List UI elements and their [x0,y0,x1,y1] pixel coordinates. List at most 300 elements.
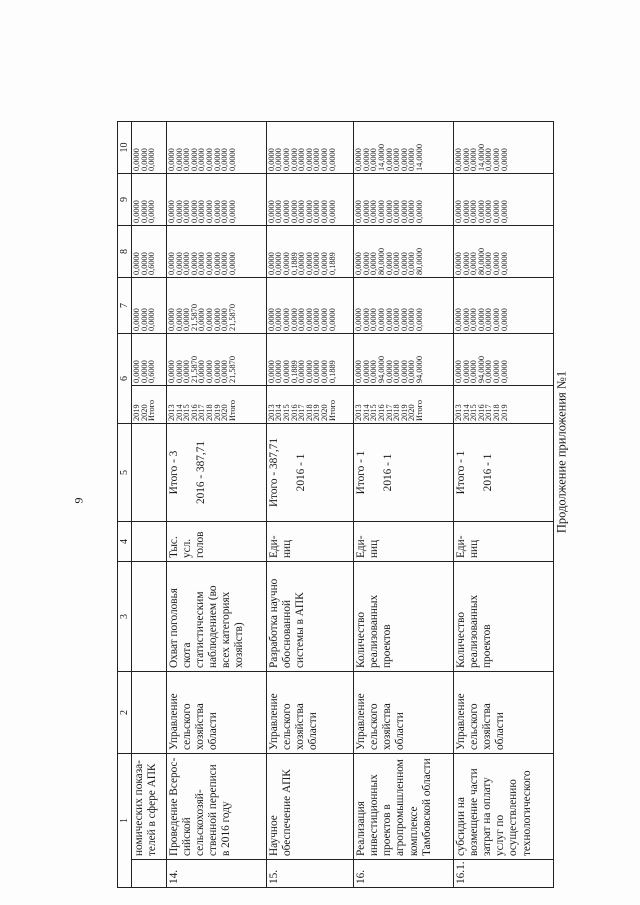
row-years-value: 2017 [297,404,307,421]
header-cell-4: 4 [118,522,132,562]
row-col6 [132,334,167,386]
row-col10-value: 0,0000 [182,148,192,171]
row-executor: Управление сельского хозяйства области [266,672,353,754]
table-row [266,46,353,888]
row-col10-value: 0,0000 [392,148,402,171]
row-unit: Еди-ниц [454,522,554,562]
header-cell-8: 8 [118,226,132,278]
row-col9-value: 0,0000 [461,200,471,223]
row-col10 [166,122,266,174]
row-col9-value: 0,0000 [304,200,314,223]
row-indicator: Разработка научно обоснованной системы в АПК [266,562,353,672]
row-col8-value: 0,0000 [469,252,479,275]
row-col6-value: 0,0000 [297,360,307,383]
row-col6-value: 0,0000 [484,360,494,383]
target-total: Итого - 1 [355,450,368,495]
row-col7-value: 0,0000 [282,308,292,331]
row-col7-value: 0,0000 [327,308,337,331]
row-col8-value: 0,6000 [147,252,157,275]
header-cell-10: 10 [118,122,132,174]
row-col9-value: 0,0000 [376,200,386,223]
row-col8-value: 0,0000 [197,252,207,275]
row-col10-value: 0,0000 [212,148,222,171]
row-name: номических показа-телей в сфере АПК [132,754,167,860]
header-spacer [118,46,132,122]
row-col9-value: 0,0000 [139,200,149,223]
row-years-value: 2013 [454,404,464,421]
row-target-values [166,424,266,522]
row-years-value: Итого [414,399,424,421]
row-executor [132,672,167,754]
row-years-value: 2014 [461,404,471,421]
row-col9 [354,174,454,226]
row-col8-value: 0,0000 [407,252,417,275]
row-spacer [266,46,353,122]
row-col8-value: 80,0000 [476,248,486,275]
row-col10-value: 0,0000 [469,148,479,171]
row-executor: Управление сельского хозяйства области [354,672,454,754]
row-col6-value: 0,0000 [499,360,509,383]
row-col6-value: 94,0000 [476,356,486,383]
row-years-value: 2016 [189,404,199,421]
row-years-value: 2019 [499,404,509,421]
row-col7-value: 0,0000 [392,308,402,331]
row-years [166,386,266,424]
row-col10-value: 0,0000 [304,148,314,171]
row-col10-value: 0,0000 [499,148,509,171]
row-years-value: 2020 [139,404,149,421]
row-col10 [266,122,353,174]
row-col10-value: 0,0000 [297,148,307,171]
row-years-value: 2018 [492,404,502,421]
row-target-values [266,424,353,522]
row-col9-value: 0,0000 [361,200,371,223]
row-spacer [454,46,554,122]
row-col9-value: 0,0000 [166,200,176,223]
row-col10-value: 0,0000 [166,148,176,171]
target-total: Итого - 3 [167,450,180,495]
row-col7-value: 0,0000 [469,308,479,331]
continuation-title: Продолжение приложения №1 [554,370,569,534]
row-number: 15. [266,860,353,888]
row-col8-value: 80,0000 [414,248,424,275]
row-col6-value: 0,1889 [289,360,299,383]
row-unit: Тыс. усл. голов [166,522,266,562]
row-col10-value: 0,0000 [354,148,364,171]
table-row [166,46,266,888]
row-col10-value: 0,0000 [361,148,371,171]
row-col8-value: 0,0000 [399,252,409,275]
row-spacer [132,46,167,122]
row-col10 [354,122,454,174]
row-years-value: 2014 [174,404,184,421]
table-row [354,46,454,888]
row-col10-value: 0,0000 [282,148,292,171]
row-col8-value: 0,0000 [384,252,394,275]
row-col9 [454,174,554,226]
row-col6-value: 0,0000 [304,360,314,383]
row-col10-value: 0,0000 [454,148,464,171]
row-col7-value: 0,0000 [384,308,394,331]
row-col6-value: 21,5870 [227,356,237,383]
row-name: Реализация инвестиционных проектов в агропромышленном комплексе Тамбовской области [354,754,454,860]
row-col10-value: 0,0000 [369,148,379,171]
row-col9 [266,174,353,226]
row-col8-value: 0,0000 [166,252,176,275]
row-col6-value: 0,0000 [320,360,330,383]
row-years-value: 2014 [274,404,284,421]
row-col8-value: 80,0000 [376,248,386,275]
row-executor: Управление сельского хозяйства области [454,672,554,754]
rotated-table-wrap [117,46,554,888]
row-col8-value: 0,0000 [484,252,494,275]
row-years-value: Итого [327,399,337,421]
row-col8 [354,226,454,278]
row-col9-value: 0,0000 [197,200,207,223]
row-col8-value: 0,0000 [461,252,471,275]
row-number: 16. [354,860,454,888]
row-col7-value: 0,0000 [212,308,222,331]
row-col9-value: 0,0000 [182,200,192,223]
row-col8-value: 0,0000 [132,252,141,275]
header-cell-6: 6 [118,334,132,424]
row-name: Проведение Всерос-сийской сельскохозяй-ственной переписи в 2016 году [166,754,266,860]
row-col7-value: 0,0000 [304,308,314,331]
row-col9-value: 0,0000 [499,200,509,223]
row-col9-value: 0,0000 [312,200,322,223]
row-years-value: 2018 [304,404,314,421]
header-cell-5: 5 [118,424,132,522]
row-years-value: 2015 [469,404,479,421]
row-col9-value: 0,0000 [212,200,222,223]
row-col10-value: 0,0000 [407,148,417,171]
row-unit [132,522,167,562]
row-years-value: 2018 [392,404,402,421]
row-col9 [166,174,266,226]
row-indicator: Охват поголовья скота статистическим наблюдением (во всех категориях хозяйств) [166,562,266,672]
row-col10-value: 0,0000 [492,148,502,171]
row-target-values [454,424,554,522]
row-col7-value: 0,0000 [354,308,364,331]
row-indicator [132,562,167,672]
row-col10-value: 0,0000 [147,148,157,171]
row-col9-value: 0,0000 [399,200,409,223]
row-col8-value: 0,0000 [189,252,199,275]
row-col9-value: 0,0000 [354,200,364,223]
row-col6-value: 0,0000 [174,360,184,383]
row-col7-value: 0,0000 [166,308,176,331]
row-col8-value: 0,0000 [361,252,371,275]
row-col10-value: 14,0000 [476,144,486,171]
row-col9-value: 0,0000 [220,200,230,223]
row-col8-value: 0,0000 [204,252,214,275]
row-col9-value: 0,0000 [492,200,502,223]
row-col6-value: 0,0000 [212,360,222,383]
row-col7-value: 0,0000 [461,308,471,331]
target-year: 2016 - 387,71 [195,440,208,505]
row-col8-value: 0,0000 [212,252,222,275]
row-col6-value: 21,5870 [189,356,199,383]
row-col8 [132,226,167,278]
row-col6-value: 0,0000 [282,360,292,383]
row-col9-value: 0,0000 [266,200,276,223]
row-number [132,860,167,888]
row-name: субсидии на возмещение части затрат на оплату услуг по осуществлению технологического [454,754,554,860]
row-col7-value: 0,0000 [147,308,157,331]
row-col7-value: 0,0000 [132,308,141,331]
row-col10-value: 0,0000 [289,148,299,171]
target-total: Итого - 1 [455,450,468,495]
row-years-value: 2020 [320,404,330,421]
row-col7-value: 0,0000 [361,308,371,331]
row-col7-value: 0,0000 [197,308,207,331]
row-col7-value: 0,0000 [312,308,322,331]
row-col6-value: 94,0000 [414,356,424,383]
target-total: Итого - 387,71 [267,437,280,508]
row-col10-value: 0,0000 [266,148,276,171]
header-cell-7: 7 [118,278,132,334]
row-years-value: 2018 [204,404,214,421]
row-col6-value: 0,6000 [147,360,157,383]
row-col7-value: 0,0000 [414,308,424,331]
row-col7-value: 0,0000 [174,308,184,331]
row-col10-value: 0,0000 [312,148,322,171]
row-col10-value: 0,0000 [204,148,214,171]
row-col9-value: 0,0000 [289,200,299,223]
row-years-value: 2015 [182,404,192,421]
row-col9-value: 0,0000 [369,200,379,223]
row-col9-value: 0,0000 [147,200,157,223]
row-col6-value: 0,0000 [182,360,192,383]
row-col7 [454,278,554,334]
row-col10-value: 0,0000 [132,148,141,171]
row-col6-value: 0,0000 [392,360,402,383]
row-col10-value: 0,0000 [327,148,337,171]
table-row [454,46,554,888]
row-col6-value: 0,1889 [327,360,337,383]
table-body [118,46,554,888]
row-col6-value: 0,0000 [384,360,394,383]
table-row [132,46,167,888]
row-col9-value: 0,0000 [320,200,330,223]
row-col10-value: 0,0000 [399,148,409,171]
row-years-value: 2017 [484,404,494,421]
row-col6-value: 0,0000 [399,360,409,383]
row-col8 [454,226,554,278]
row-col8-value: 0,0000 [227,252,237,275]
row-col8-value: 0,0000 [492,252,502,275]
row-col9-value: 0,0000 [227,200,237,223]
row-col6-value: 0,0000 [492,360,502,383]
row-col9-value: 0,0000 [407,200,417,223]
row-col8-value: 0,0000 [454,252,464,275]
row-col10-value: 14,0000 [376,144,386,171]
row-col6 [354,334,454,386]
row-years-value: 2017 [197,404,207,421]
row-col9-value: 0,0000 [297,200,307,223]
row-years [454,386,554,424]
row-col7 [166,278,266,334]
page-number: 9 [71,497,86,504]
row-col6-value: 0,0000 [369,360,379,383]
row-spacer [354,46,454,122]
row-unit: Еди-ниц [354,522,454,562]
row-col6-value: 0,0000 [312,360,322,383]
row-col8-value: 0,0000 [369,252,379,275]
row-years-value: 2013 [266,404,276,421]
row-years-value: 2019 [132,404,141,421]
row-number: 16.1. [454,860,554,888]
row-col8-value: 0,0000 [266,252,276,275]
row-col10-value: 0,0000 [220,148,230,171]
row-col8 [166,226,266,278]
row-col8-value: 0,0000 [320,252,330,275]
row-indicator: Количество реализованных проектов [354,562,454,672]
row-col6-value: 0,0000 [197,360,207,383]
row-col10-value: 14,0000 [414,144,424,171]
target-year: 2016 - 1 [382,453,395,492]
row-col8-value: 0,0000 [392,252,402,275]
row-col6-value: 0,0000 [461,360,471,383]
row-col7 [354,278,454,334]
row-col8-value: 0,0000 [297,252,307,275]
row-years-value: 2016 [376,404,386,421]
row-col8-value: 0,0000 [274,252,284,275]
row-executor: Управление сельского хозяйства области [166,672,266,754]
target-year: 2016 - 1 [482,453,495,492]
row-col9-value: 0,0000 [327,200,337,223]
row-col9-value: 0,0000 [384,200,394,223]
row-col9-value: 0,0000 [476,200,486,223]
row-col7-value: 0,0000 [182,308,192,331]
row-col6-value: 0,0000 [220,360,230,383]
row-col7-value: 0,0000 [476,308,486,331]
row-col8 [266,226,353,278]
row-col6 [266,334,353,386]
row-col8-value: 0,1889 [327,252,337,275]
header-cell-1: 1 [118,754,132,888]
row-col9-value: 0,0000 [484,200,494,223]
row-col9-value: 0,0000 [189,200,199,223]
header-row [118,46,132,888]
header-cell-9: 9 [118,174,132,226]
row-years-value: 2020 [220,404,230,421]
row-years-value: 2019 [212,404,222,421]
row-col10-value: 0,0000 [274,148,284,171]
row-col7-value: 0,0000 [399,308,409,331]
row-col6-value: 0,0000 [266,360,276,383]
row-years-value: Итого [147,399,157,421]
row-col7-value: 0,0000 [320,308,330,331]
row-col7 [266,278,353,334]
row-col8-value: 0,0000 [182,252,192,275]
row-years-value: 2015 [369,404,379,421]
row-col8-value: 0,0000 [174,252,184,275]
row-indicator: Количество реализованных проектов [454,562,554,672]
row-col7-value: 0,0000 [376,308,386,331]
row-col9-value: 0,0000 [454,200,464,223]
row-col9-value: 0,0000 [414,200,424,223]
row-col7-value: 0,0000 [484,308,494,331]
row-col7-value: 0,0000 [204,308,214,331]
row-col6-value: 0,0000 [354,360,364,383]
row-col9-value: 0,0000 [282,200,292,223]
row-col10 [454,122,554,174]
row-col7-value: 21,5870 [189,304,199,331]
row-col9-value: 0,0000 [132,200,141,223]
row-col6-value: 0,0000 [407,360,417,383]
row-col6-value: 0,0000 [361,360,371,383]
row-col7-value: 0,0000 [139,308,149,331]
row-years-value: 2016 [476,404,486,421]
row-col10-value: 0,0000 [139,148,149,171]
row-col7-value: 0,0000 [220,308,230,331]
row-col7 [132,278,167,334]
row-col7-value: 0,0000 [492,308,502,331]
row-target-values [132,424,167,522]
row-col9-value: 0,0000 [392,200,402,223]
row-col10-value: 0,0000 [384,148,394,171]
header-cell-3: 3 [118,562,132,672]
row-col7-value: 0,0000 [369,308,379,331]
row-col8-value: 0,0000 [499,252,509,275]
row-target-values [354,424,454,522]
row-years [266,386,353,424]
row-col6-value: 0,0000 [274,360,284,383]
row-col10-value: 0,0000 [227,148,237,171]
row-col6-value: 0,0000 [139,360,149,383]
row-col6 [454,334,554,386]
row-years [354,386,454,424]
row-col6-value: 0,0000 [469,360,479,383]
row-years-value: 2013 [354,404,364,421]
row-spacer [166,46,266,122]
row-col7-value: 21,5870 [227,304,237,331]
row-years-value: 2014 [361,404,371,421]
program-table [117,45,554,888]
row-col6-value: 94,0000 [376,356,386,383]
row-col7-value: 0,0000 [289,308,299,331]
row-col10-value: 0,0000 [174,148,184,171]
row-col10-value: 0,0000 [484,148,494,171]
row-unit: Еди-ниц [266,522,353,562]
target-year: 2016 - 1 [294,453,307,492]
row-col8-value: 0,0000 [139,252,149,275]
row-col7-value: 0,0000 [454,308,464,331]
row-col7-value: 0,0000 [297,308,307,331]
row-years-value: 2020 [407,404,417,421]
row-col10-value: 0,0000 [197,148,207,171]
row-col7-value: 0,0000 [266,308,276,331]
row-col8-value: 0,0000 [282,252,292,275]
row-years-value: 2017 [384,404,394,421]
row-col10-value: 0,0000 [461,148,471,171]
row-years-value: 2019 [312,404,322,421]
row-col10-value: 0,0000 [320,148,330,171]
row-years-value: 2015 [282,404,292,421]
row-col9-value: 0,0000 [204,200,214,223]
row-col8-value: 0,0000 [354,252,364,275]
row-col10 [132,122,167,174]
row-col9-value: 0,0000 [274,200,284,223]
row-years-value: Итого [227,399,237,421]
row-col6-value: 0,0000 [132,360,141,383]
row-col6 [166,334,266,386]
row-name: Научное обеспечение АПК [266,754,353,860]
row-col10-value: 0,0000 [189,148,199,171]
row-number: 14. [166,860,266,888]
row-col8-value: 0,0000 [304,252,314,275]
